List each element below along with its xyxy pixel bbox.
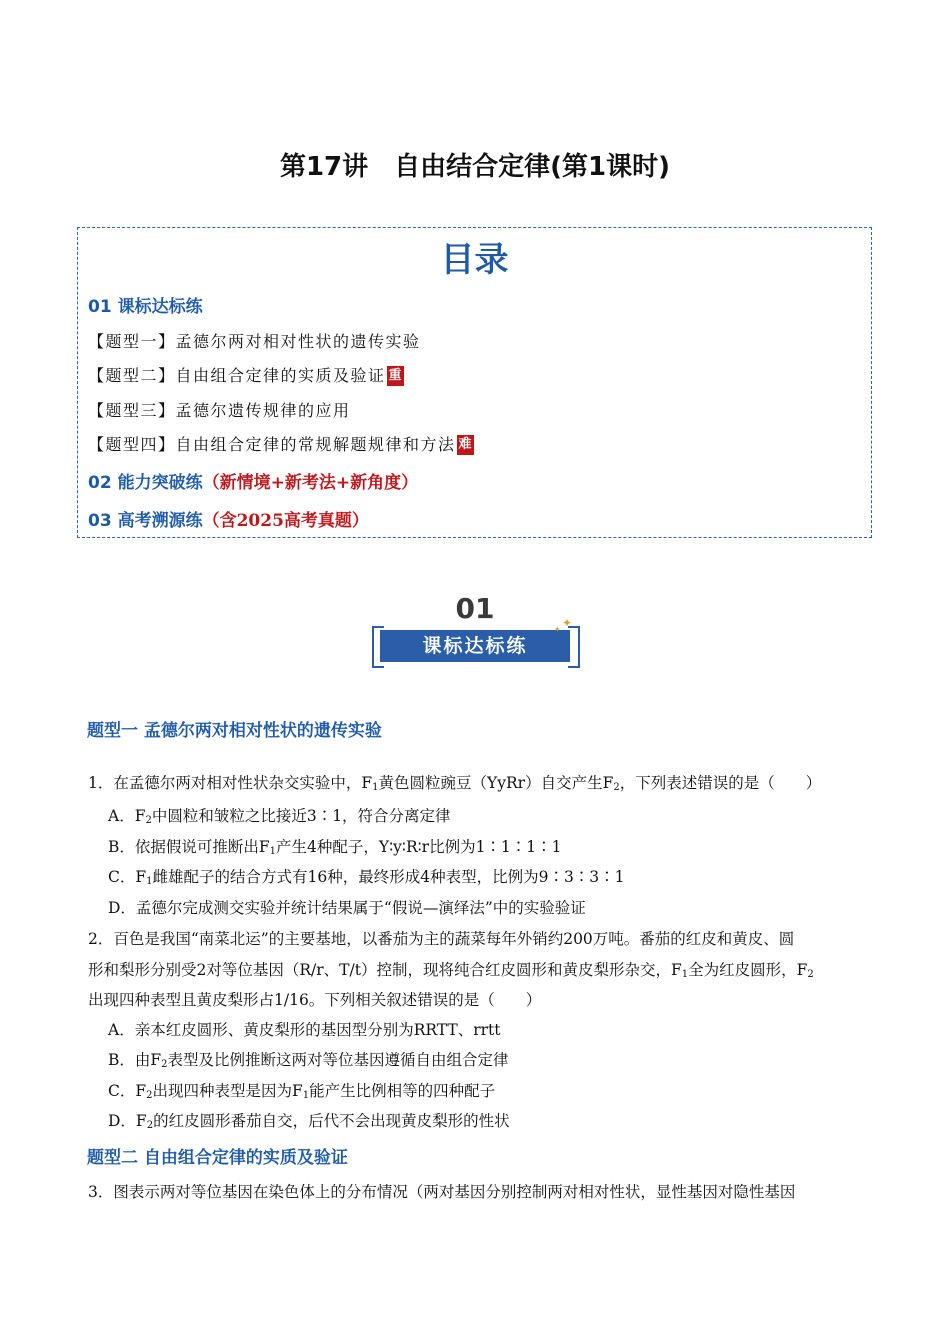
question-1-option-b[interactable]: B．依据假说可推断出$F_1$产生4种配子，Y∶y∶R∶r比例为1∶1∶1∶1 xyxy=(108,838,562,857)
question-2-option-c[interactable]: C．$F_2$出现四种表型是因为$F_1$能产生比例相等的四种配子 xyxy=(108,1082,496,1101)
toc-item-type4[interactable] xyxy=(88,432,474,455)
toc-item-type2[interactable] xyxy=(88,363,404,386)
question-1-option-d[interactable]: D．孟德尔完成测交实验并统计结果属于“假说—演绎法”中的实验验证 xyxy=(108,899,586,917)
page-title: 第17讲 自由结合定律(第1课时) xyxy=(279,152,671,182)
toc-section-2-label: 02 能力突破练 xyxy=(88,473,203,493)
question-1-option-c[interactable]: C．$F_1$雌雄配子的结合方式有16种，最终形成4种表型，比例为9∶3∶3∶1 xyxy=(108,868,625,887)
sparkle-icon: ✦ xyxy=(562,616,573,630)
section-banner xyxy=(370,592,580,674)
toc-section-3[interactable] xyxy=(88,506,369,531)
toc-item-type3[interactable] xyxy=(88,398,351,421)
question-2-option-d[interactable]: D．$F_2$的红皮圆形番茄自交，后代不会出现黄皮梨形的性状 xyxy=(108,1112,510,1131)
sparkle-icon: ✦ xyxy=(554,625,561,634)
difficult-badge: 难 xyxy=(457,435,474,455)
toc-section-2-note: （新情境+新考法+新角度） xyxy=(202,473,419,493)
question-2-stem-line3: 出现四种表型且黄皮梨形占1/16。下列相关叙述错误的是（ ） xyxy=(88,991,542,1009)
question-2-option-b[interactable]: B．由$F_2$表型及比例推断这两对等位基因遵循自由组合定律 xyxy=(108,1051,509,1070)
toc-section-3-label: 03 高考溯源练 xyxy=(88,511,203,531)
type2-heading: 题型二 自由组合定律的实质及验证 xyxy=(87,1148,348,1168)
question-2-stem-line1: 2．百色是我国“南菜北运”的主要基地，以番茄为主的蔬菜每年外销约200万吨。番茄的红皮和黄皮、圆 xyxy=(88,930,795,948)
question-3-stem: 3．图表示两对等位基因在染色体上的分布情况（两对基因分别控制两对相对性状，显性基因对隐性基因 xyxy=(88,1183,796,1201)
toc-item-type1[interactable] xyxy=(88,329,421,352)
toc-item-label: 【题型三】孟德尔遗传规律的应用 xyxy=(88,401,351,420)
table-of-contents xyxy=(77,227,872,538)
important-badge: 重 xyxy=(387,366,404,386)
toc-section-1[interactable] xyxy=(88,292,203,317)
banner-label: 课标达标练 xyxy=(380,630,570,662)
question-1-option-a[interactable]: A．$F_2$中圆粒和皱粒之比接近3∶1，符合分离定律 xyxy=(108,807,451,826)
toc-item-label: 【题型一】孟德尔两对相对性状的遗传实验 xyxy=(88,332,421,351)
toc-item-label: 【题型二】自由组合定律的实质及验证 xyxy=(88,366,386,385)
toc-item-label: 【题型四】自由组合定律的常规解题规律和方法 xyxy=(88,435,456,454)
question-2-stem-line2: 形和梨形分别受2对等位基因（R/r、T/t）控制，现将纯合红皮圆形和黄皮梨形杂交，$F_1$全为红皮圆形，$F_2$ xyxy=(88,961,814,980)
type1-heading: 题型一 孟德尔两对相对性状的遗传实验 xyxy=(87,721,382,741)
question-1-stem: 1．在孟德尔两对相对性状杂交实验中，$F_1$黄色圆粒豌豆（YyRr）自交产生$F_2$，下列表述错误的是（ ） xyxy=(88,774,822,793)
banner-number: 01 xyxy=(455,592,495,625)
toc-heading: 目录 xyxy=(440,240,509,280)
question-2-option-a[interactable]: A．亲本红皮圆形、黄皮梨形的基因型分别为RRTT、rrtt xyxy=(108,1021,501,1039)
toc-section-1-label: 01 课标达标练 xyxy=(88,297,203,317)
toc-section-2[interactable] xyxy=(88,468,418,493)
toc-section-3-note: （含2025高考真题） xyxy=(202,511,369,531)
